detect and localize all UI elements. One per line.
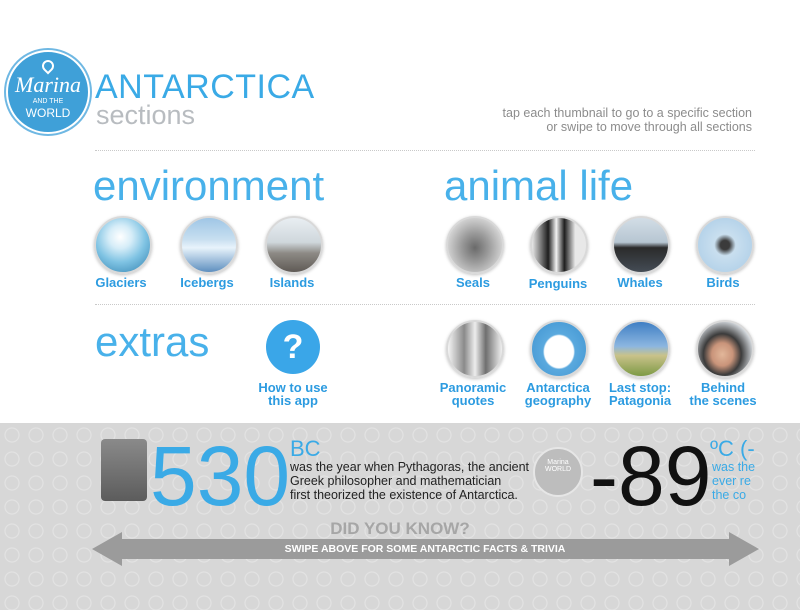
- thumb-label-seals[interactable]: Seals: [456, 275, 490, 290]
- logo-text-world: WORLD: [25, 106, 71, 120]
- question-mark-icon[interactable]: ?: [266, 320, 320, 374]
- did-you-know-heading: DID YOU KNOW?: [330, 519, 470, 538]
- fact-line: first theorized the existence of Antarctica.: [290, 488, 518, 502]
- fact-line: Greek philosopher and mathematician: [290, 474, 502, 488]
- thumb-label-islands[interactable]: Islands: [269, 275, 315, 290]
- fact-line: the co: [712, 488, 747, 502]
- fact-text-temperature: [712, 460, 755, 502]
- label-line: How to use: [258, 380, 328, 395]
- behind-scenes-photo-icon[interactable]: [696, 320, 754, 378]
- navigation-hint: [503, 106, 752, 134]
- label-line: quotes: [451, 393, 495, 408]
- penguin-photo-icon[interactable]: [530, 216, 588, 274]
- iceberg-photo-icon[interactable]: [180, 216, 238, 274]
- label-line: Antarctica: [526, 380, 590, 395]
- label-line: Panoramic: [439, 380, 507, 395]
- arrow-left-icon[interactable]: [92, 532, 122, 566]
- label-line: this app: [268, 393, 318, 408]
- thumb-label-whales[interactable]: Whales: [617, 275, 663, 290]
- fact-unit-bc: BC: [290, 436, 321, 461]
- page-title: ANTARCTICA: [95, 68, 315, 106]
- patagonia-photo-icon[interactable]: [612, 320, 670, 378]
- label-line: Last stop:: [608, 380, 672, 395]
- divider: [95, 150, 755, 151]
- logo-text-and-the: AND THE: [32, 98, 64, 105]
- hint-line-2: or swipe to move through all sections: [546, 120, 752, 134]
- divider: [95, 304, 755, 305]
- arrow-right-icon[interactable]: [729, 532, 759, 566]
- mini-logo-text: Marina: [547, 459, 569, 466]
- section-heading-extras: extras: [95, 318, 210, 365]
- label-line: Patagonia: [608, 393, 672, 408]
- thumb-label-icebergs[interactable]: Icebergs: [180, 275, 234, 290]
- fact-number-530: 530: [150, 429, 291, 523]
- fact-line: was the year when Pythagoras, the ancient: [290, 460, 530, 474]
- thumb-label-how-to-use[interactable]: [238, 381, 348, 407]
- seal-photo-icon[interactable]: [446, 216, 504, 274]
- pythagoras-portrait-icon: [101, 439, 147, 501]
- island-photo-icon[interactable]: [265, 216, 323, 274]
- page-subtitle: sections: [96, 100, 196, 130]
- thumb-label-glaciers[interactable]: Glaciers: [95, 275, 147, 290]
- fact-line: was the: [712, 460, 756, 474]
- hint-line-1: tap each thumbnail to go to a specific section: [502, 106, 752, 120]
- fact-line: ever re: [712, 474, 751, 488]
- label-line: Behind: [700, 380, 746, 395]
- swipe-hint-bar[interactable]: SWIPE ABOVE FOR SOME ANTARCTIC FACTS & TRIVIA: [120, 539, 730, 559]
- app-logo: [6, 50, 90, 134]
- mini-logo-text: WORLD: [544, 466, 572, 473]
- mini-logo-icon: [533, 447, 583, 497]
- section-heading-animal-life: animal life: [444, 162, 634, 209]
- glacier-photo-icon[interactable]: [94, 216, 152, 274]
- logo-text-marina: Marina: [15, 72, 81, 97]
- fact-unit-celsius: ºC (-: [710, 436, 755, 461]
- whale-photo-icon[interactable]: [612, 216, 670, 274]
- antarctica-map-icon[interactable]: [530, 320, 588, 378]
- quotes-photo-icon[interactable]: [446, 320, 504, 378]
- section-heading-environment: environment: [93, 162, 325, 209]
- thumb-label-penguins[interactable]: Penguins: [528, 276, 588, 291]
- fact-text-pythagoras: [290, 460, 529, 502]
- bird-photo-icon[interactable]: [696, 216, 754, 274]
- label-line: geography: [524, 393, 592, 408]
- thumb-label-birds[interactable]: Birds: [706, 275, 740, 290]
- thumb-label-behind-the-scenes[interactable]: [668, 381, 778, 407]
- label-line: the scenes: [689, 393, 757, 408]
- fact-number-minus-89: -89: [590, 429, 712, 523]
